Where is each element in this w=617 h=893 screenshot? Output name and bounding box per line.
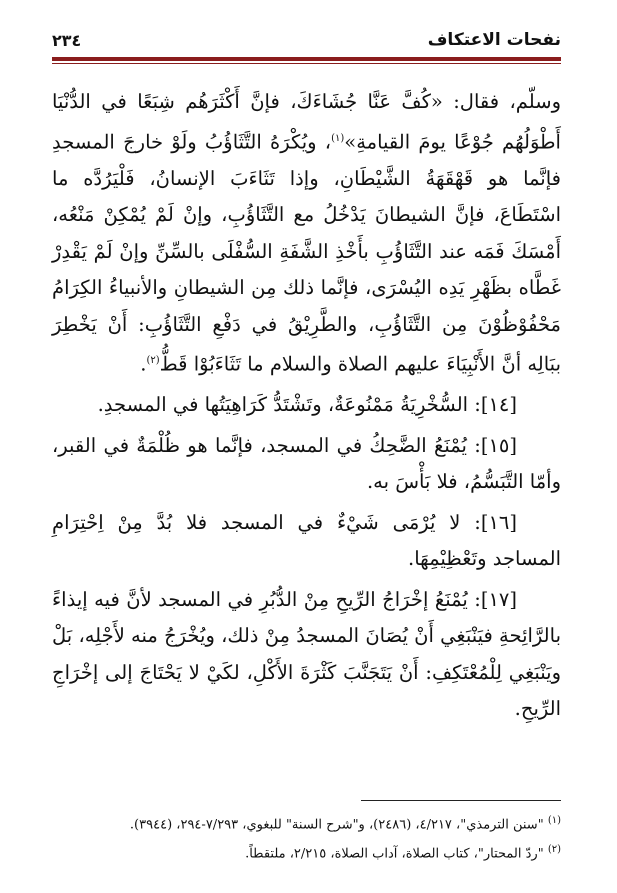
running-title: نفحات الاعتكاف xyxy=(427,30,561,50)
footnote-text-1: "سنن الترمذي"، ٤/٢١٧، (٢٤٨٦)، و"شرح السنة" للبغوي، ٧/٢٩٣-٢٩٤، (٣٩٤٤). xyxy=(129,817,548,833)
footnote-text-2: "ردّ المحتار"، كتاب الصلاة، آداب الصلاة، ٢/٢١٥، ملتقطاً. xyxy=(245,846,548,862)
footnote-1 xyxy=(52,808,561,837)
item-17: [١٧]: يُمْنَعُ إخْرَاجُ الرِّيحِ مِنْ الدُّبُرِ في المسجد لأنَّ فيه إيذاءً بالرَّائِحةِ فيَنْبَغِي أَنْ يُصَانَ المسجدُ مِنْ ذلك، ويُخْرَجُ منه لأَجْلِه، بَلْ ويَنْبَغِي لِلْمُعْتَكِفِ: أَنْ يَتَجَنَّبَ كَثْرَةَ الأَكْلِ، لكَيْ لا يَحْتَاجَ إلى إخْرَاجِ الرِّيحِ. xyxy=(52,587,561,720)
item-16: [١٦]: لا يُرْمَى شَيْءٌ في المسجد فلا بُدَّ مِنْ اِحْتِرَامِ المساجد وتَعْظِيْمِهَا. xyxy=(52,510,561,570)
footnotes xyxy=(52,808,561,867)
para1-end: . xyxy=(140,352,147,376)
footnote-marker-1: (١) xyxy=(547,815,561,826)
para1-text-a: وسلّم، فقال: «كُفَّ عَنَّا جُشَاءَكَ، فإنَّ أَكْثَرَهُم شِبَعًا في الدُّنْيَا أَطْوَلُهُم جُوْعًا يومَ القيامةِ» xyxy=(52,90,561,153)
item-15: [١٥]: يُمْنَعُ الضَّحِكُ في المسجد، فإنَّما هو ظُلْمَةٌ في القبر، وأمّا التَّبَسُّمُ، فلا بَأْسَ به. xyxy=(52,433,561,493)
para1-text-b: ، ويُكْرَهُ التَّثَاؤُبُ ولَوْ خارجَ المسجدِ فإنَّما هو قَهْقَهَةُ الشَّيْطَانِ، وإذا تَثَاءَبَ الإنسانُ، فَلْيَرُدَّه ما اسْتَطَاعَ، فإنَّ الشيطانَ يَدْخُلُ مع التَّثَاؤُبِ، وإنْ لَمْ يُمْكِنْ مَنْعُه، أَمْسَكَ فَمَه عند التَّثَاؤُبِ بأَخْذِ الشَّفَةِ السُّفْلَى بالسِّنِّ وإنْ لَمْ يَقْدِرْ غَطَّاه بظَهْرِ يَدِه اليُسْرَى، فإنَّما ذلك مِن الشيطانِ والأنبياءُ الكِرَامُ مَحْفُوْظُوْنَ مِن التَّثَاؤُبِ، والطَّرِيْقُ في دَفْعِ التَّثَاؤُبِ: أَنْ يَخْطِرَ ببَالِه أنَّ الأَنْبِيَاءَ عليهم الصلاة والسلام ما تَثَاءَبُوْا قَطُّ xyxy=(52,130,562,376)
footnote-separator xyxy=(361,800,561,801)
footnote-marker-2: (٢) xyxy=(547,844,561,856)
header-rule-thin xyxy=(52,63,561,64)
footnote-2 xyxy=(52,837,561,866)
paragraph-yawning xyxy=(52,84,561,383)
page-header xyxy=(52,24,561,50)
footnote-ref-2: (٢) xyxy=(146,355,160,366)
item-14: [١٤]: السُّخْرِيَةُ مَمْنُوعَةٌ، وتَشْتَدُّ كَرَاهِيَتُها في المسجدِ. xyxy=(97,393,517,416)
footnote-ref-1: (١) xyxy=(331,132,345,144)
header-rule-thick xyxy=(52,57,561,61)
page-number: ٢٣٤ xyxy=(52,31,82,50)
page-body xyxy=(52,84,561,728)
